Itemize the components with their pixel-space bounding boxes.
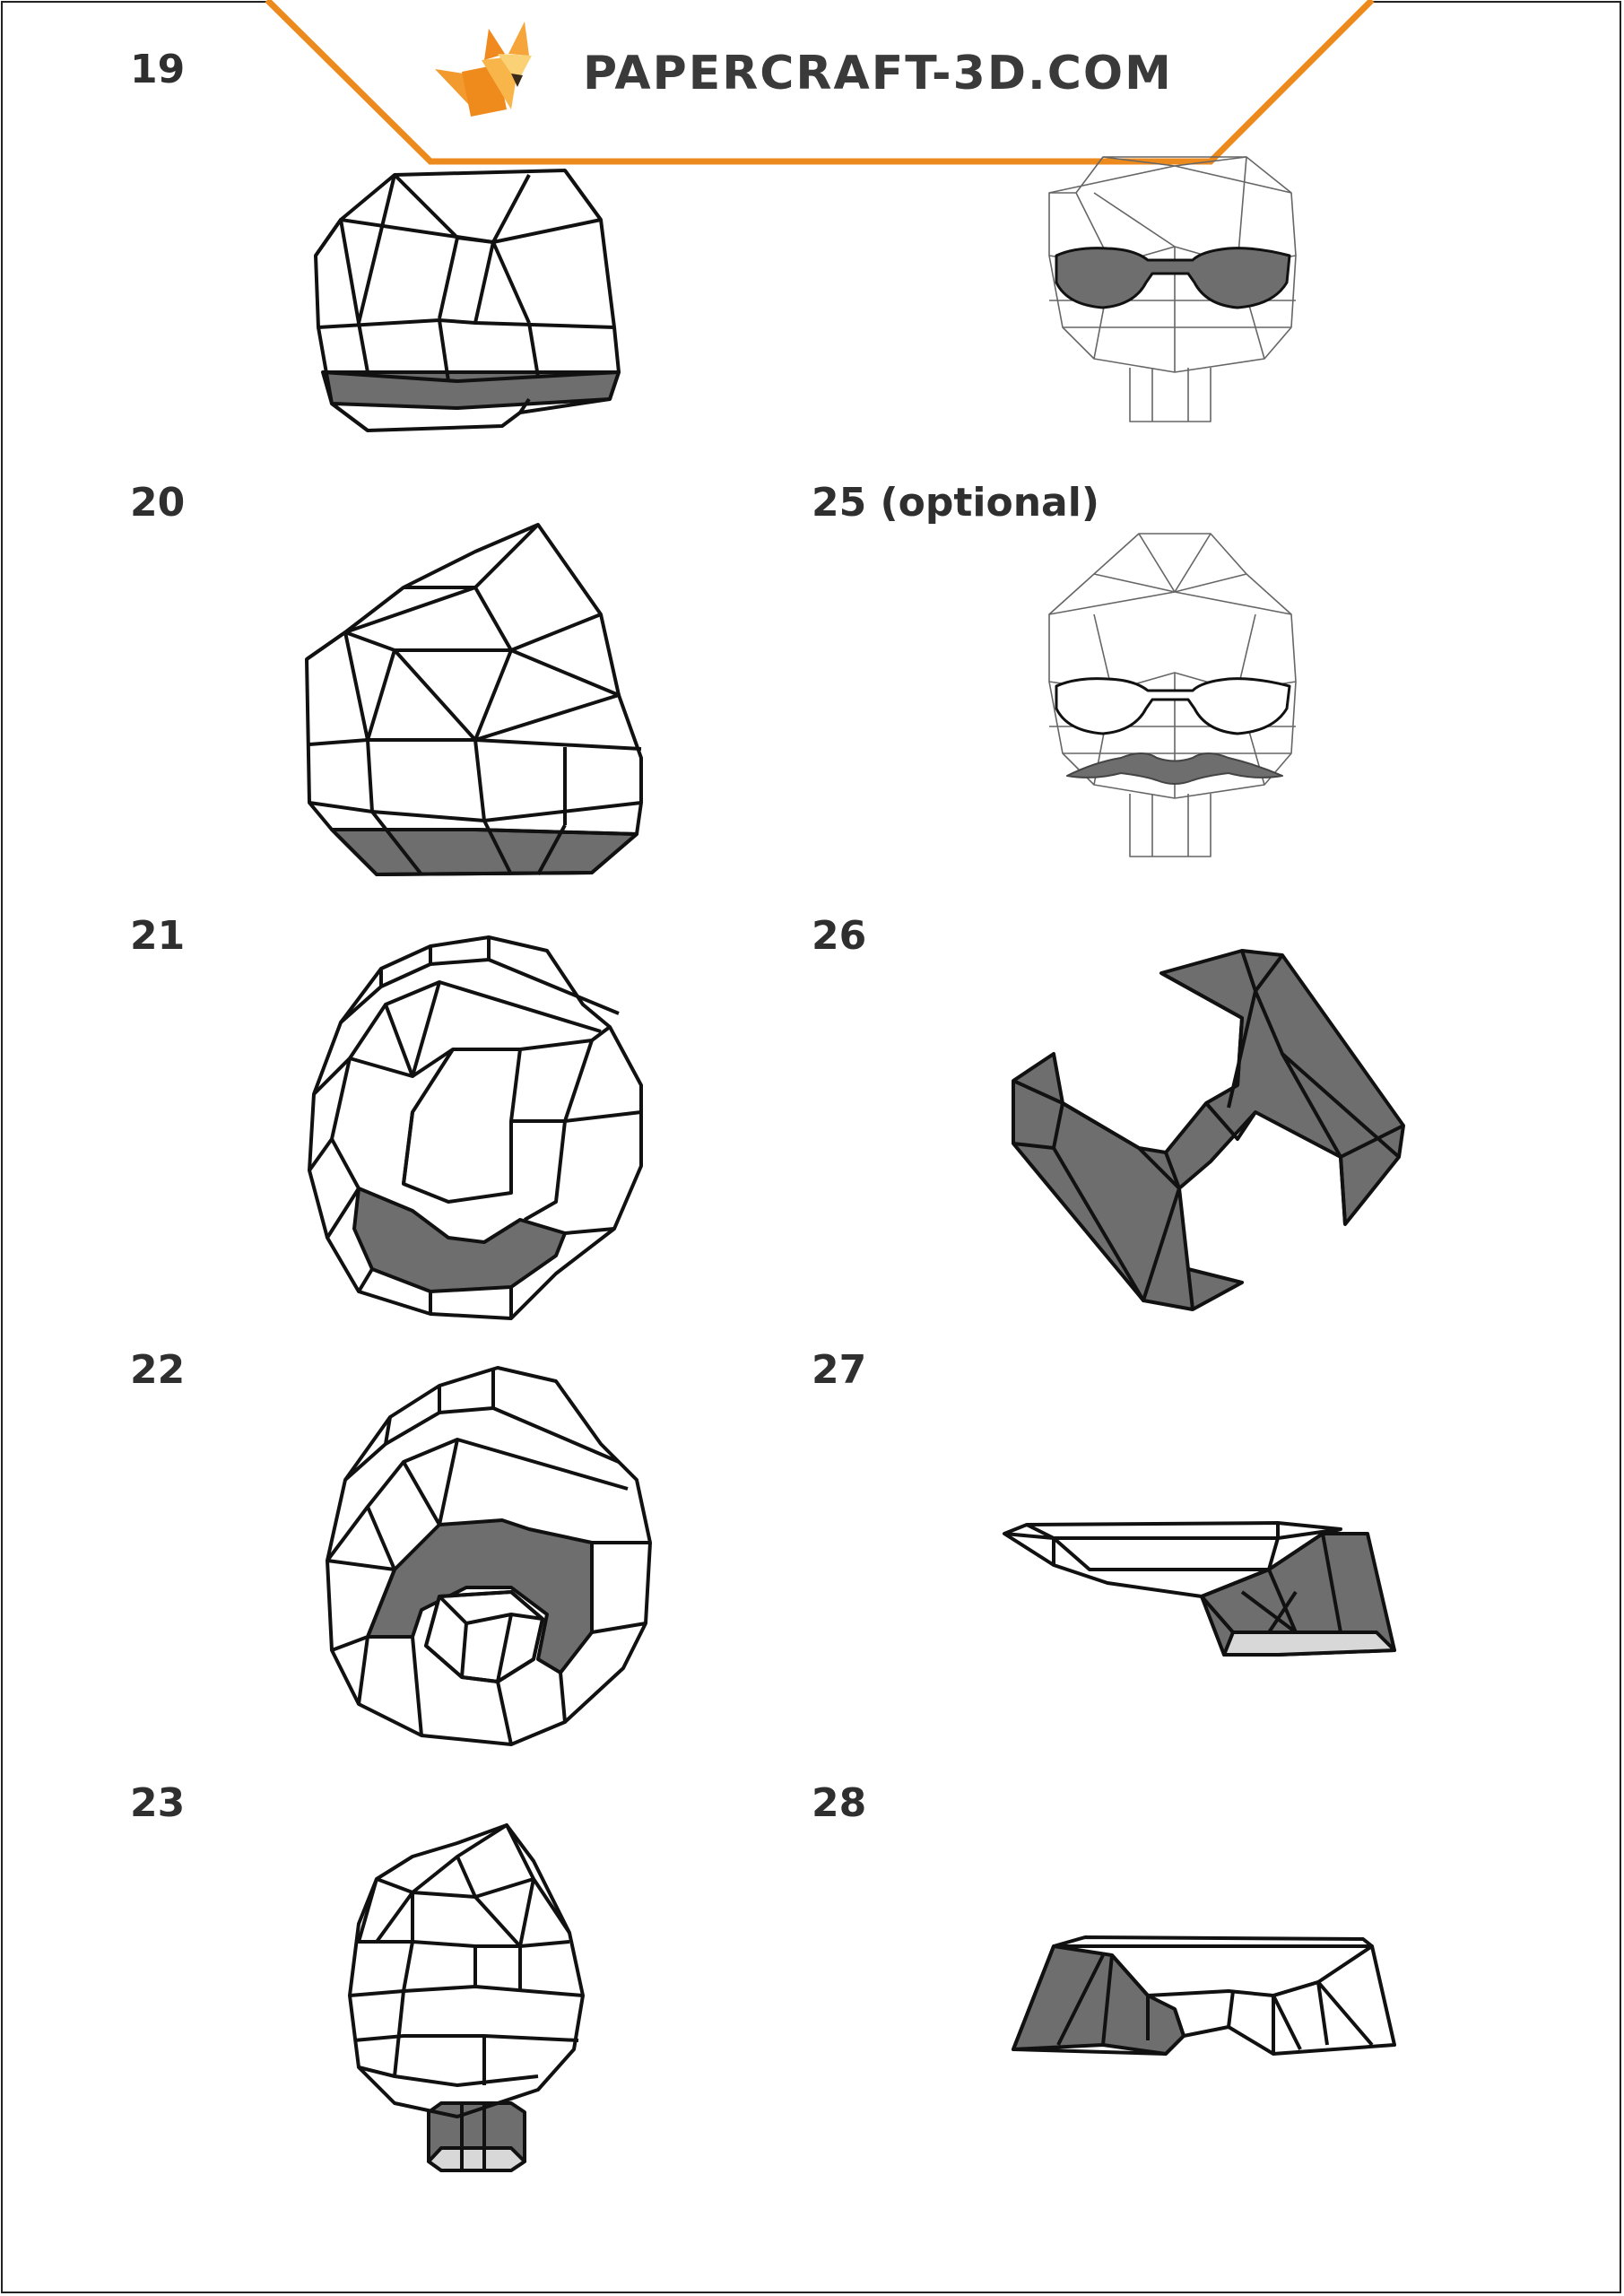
- step-number-20: 20: [130, 480, 186, 526]
- step-28-figure: [1004, 1928, 1399, 2063]
- step-number-21: 21: [130, 913, 186, 959]
- step-24-figure: [1040, 148, 1309, 435]
- step-27-figure: [1000, 1507, 1412, 1659]
- step-25-figure: [1040, 529, 1309, 861]
- site-name: PAPERCRAFT-3D.COM: [583, 47, 1173, 100]
- step-22-figure: [305, 1363, 664, 1758]
- step-20-figure: [296, 516, 655, 892]
- step-number-28: 28: [812, 1780, 867, 1826]
- step-23-figure: [341, 1816, 628, 2175]
- step-number-23: 23: [130, 1780, 186, 1826]
- step-number-25: 25 (optional): [812, 480, 1099, 526]
- step-number-27: 27: [812, 1347, 867, 1393]
- step-19-figure: [296, 157, 637, 444]
- step-number-19: 19: [130, 47, 186, 92]
- step-21-figure: [296, 933, 655, 1327]
- origami-fox-icon: [435, 20, 547, 120]
- step-number-26: 26: [812, 913, 867, 959]
- step-number-22: 22: [130, 1347, 186, 1393]
- step-26-figure: [1004, 946, 1417, 1323]
